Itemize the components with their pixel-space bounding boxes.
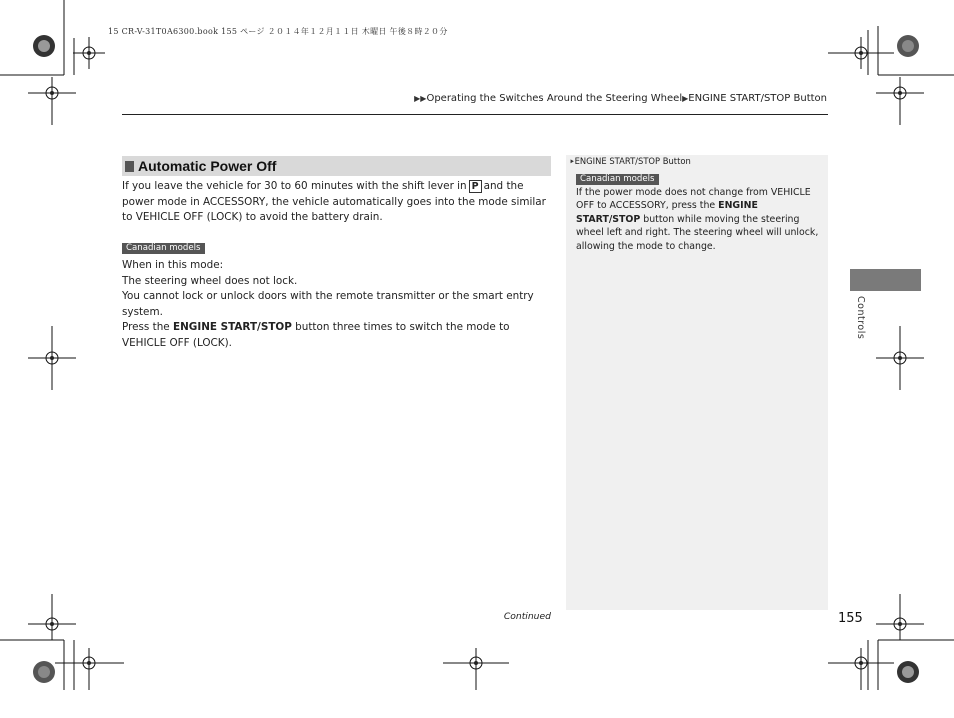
- sidebar-note-text: [576, 186, 822, 253]
- mode-line: When in this mode:: [122, 259, 224, 271]
- intro-text-start: If you leave the vehicle for 30 to 60 minutes with the shift lever in: [122, 180, 467, 192]
- breadcrumb-marker-icon: ▶▶: [414, 94, 427, 103]
- section-heading: [122, 156, 551, 176]
- breadcrumb: [414, 93, 827, 104]
- intro-paragraph: [122, 179, 554, 226]
- shift-p-key: P: [469, 180, 482, 193]
- sidebar-text-end: button while moving the steering wheel left and right. The steering wheel will unlock, allowing the mode to change.: [576, 213, 819, 252]
- engine-start-stop-label: ENGINE START/STOP: [173, 321, 292, 333]
- page-number: 155: [838, 611, 863, 626]
- ref-arrow-icon: ⯈: [569, 158, 575, 166]
- canadian-models-badge: Canadian models: [122, 243, 205, 254]
- mode-line: You cannot lock or unlock doors with the remote transmitter or the smart entry system.: [122, 290, 534, 318]
- continued-label: Continued: [503, 611, 551, 622]
- mode-line: The steering wheel does not lock.: [122, 274, 298, 287]
- sidebar-bold-label: ENGINE START/STOP: [576, 200, 758, 225]
- breadcrumb-separator-icon: ▶: [682, 94, 689, 103]
- section-title: Automatic Power Off: [138, 158, 277, 174]
- section-square-icon: [125, 161, 134, 172]
- mode-description: [122, 258, 554, 351]
- breadcrumb-page: ENGINE START/STOP Button: [688, 93, 827, 104]
- print-header: 15 CR-V-31T0A6300.book 155 ページ ２０１４年１２月１１日 木曜日 午後８時２０分: [108, 27, 448, 36]
- chapter-tab-label: Controls: [855, 296, 866, 340]
- intro-text-end: and the power mode in ACCESSORY, the vehicle automatically goes into the mode similar to VEHICLE OFF (LOCK) to avoid the battery drain.: [122, 180, 546, 223]
- instruction-end: button three times to switch the mode to VEHICLE OFF (LOCK).: [122, 321, 510, 349]
- sidebar-canadian-models-badge: Canadian models: [576, 174, 659, 185]
- header-rule: [122, 114, 828, 115]
- chapter-tab: [850, 269, 921, 291]
- sidebar-reference-title: ENGINE START/STOP Button: [574, 156, 691, 166]
- mode-instruction: [122, 320, 554, 351]
- instruction-start: Press the: [122, 321, 170, 333]
- sidebar-text-start: If the power mode does not change from VEHICLE OFF to ACCESSORY, press the: [576, 187, 811, 212]
- sidebar-reference: [569, 156, 691, 167]
- breadcrumb-section: Operating the Switches Around the Steering Wheel: [426, 93, 683, 104]
